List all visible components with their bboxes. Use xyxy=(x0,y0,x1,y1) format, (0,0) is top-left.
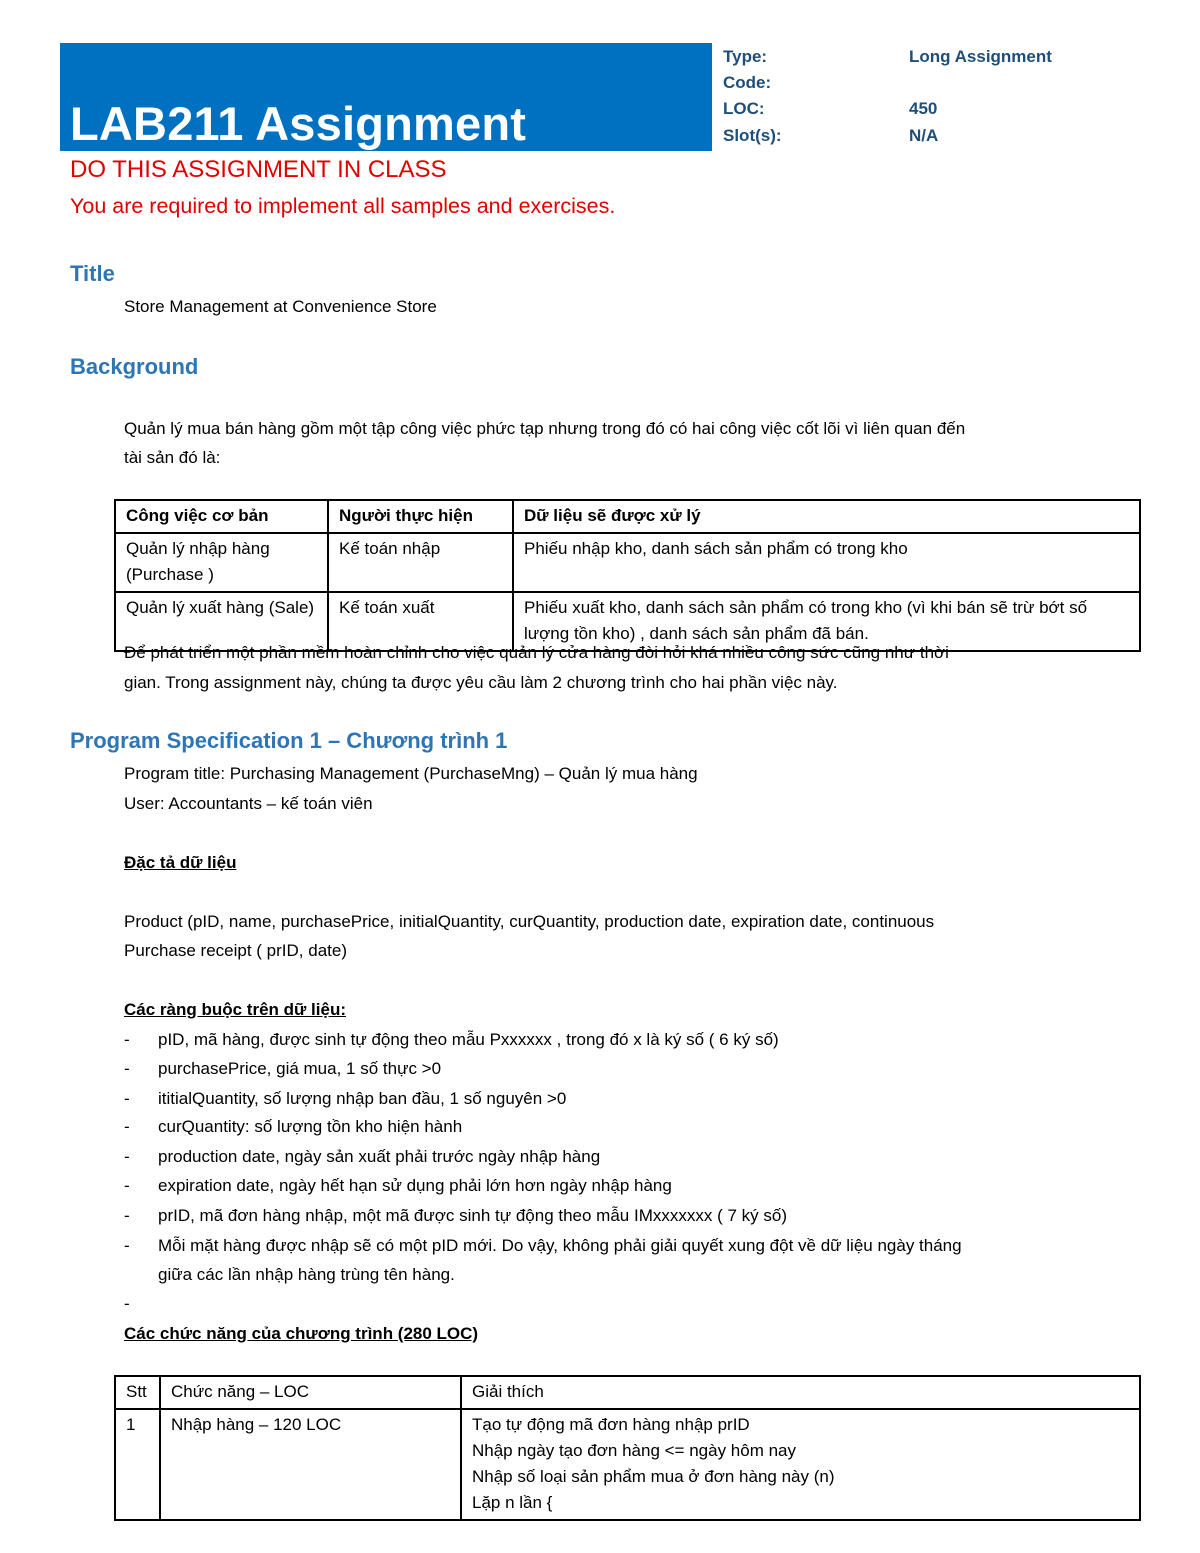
bullet-dash: - xyxy=(124,1206,130,1225)
table-header-cell: Công việc cơ bản xyxy=(115,500,328,533)
table-cell xyxy=(461,1409,1140,1520)
spec1-user: User: Accountants – kế toán viên xyxy=(124,794,373,813)
table-cell: Nhập hàng – 120 LOC xyxy=(160,1409,461,1520)
meta-code-label: Code: xyxy=(723,73,772,92)
bullet-dash: - xyxy=(124,1147,130,1166)
constraints-heading: Các ràng buộc trên dữ liệu: xyxy=(124,1000,347,1019)
background-paragraph2-line2: gian. Trong assignment này, chúng ta được yêu cầu làm 2 chương trình cho hai phần việc này. xyxy=(124,673,838,692)
constraint-item: ititialQuantity, số lượng nhập ban đầu, 1 số nguyên >0 xyxy=(158,1089,567,1108)
explain-line: Tạo tự động mã đơn hàng nhập prID xyxy=(472,1415,750,1434)
bullet-dash: - xyxy=(124,1117,130,1136)
table-cell: Quản lý xuất hàng (Sale) xyxy=(115,592,328,651)
table-header-cell: Dữ liệu sẽ được xử lý xyxy=(513,500,1140,533)
table-cell: Phiếu xuất kho, danh sách sản phẩm có trong kho (vì khi bán sẽ trừ bớt số lượng tồn kho) , danh sách sản phẩm đã bán. xyxy=(513,592,1140,651)
constraint-item: curQuantity: số lượng tồn kho hiện hành xyxy=(158,1117,463,1136)
table-cell: Quản lý nhập hàng (Purchase ) xyxy=(115,533,328,592)
background-paragraph-line1: Quản lý mua bán hàng gồm một tập công việc phức tạp nhưng trong đó có hai công việc cốt lõi vì liên quan đến xyxy=(124,419,966,438)
title-heading: Title xyxy=(70,261,115,286)
explain-line: Nhập ngày tạo đơn hàng <= ngày hôm nay xyxy=(472,1441,796,1460)
constraint-item: purchasePrice, giá mua, 1 số thực >0 xyxy=(158,1059,442,1078)
functions-heading: Các chức năng của chương trình (280 LOC) xyxy=(124,1324,479,1343)
constraint-item: prID, mã đơn hàng nhập, một mã được sinh tự động theo mẫu IMxxxxxxx ( 7 ký số) xyxy=(158,1206,787,1225)
table-header-cell: Stt xyxy=(115,1376,160,1409)
meta-type-label: Type: xyxy=(723,47,768,66)
table-header-row xyxy=(115,1376,1140,1409)
background-paragraph-line2: tài sản đó là: xyxy=(124,448,221,467)
constraint-item-continued: giữa các lần nhập hàng trùng tên hàng. xyxy=(158,1265,455,1284)
bullet-dash: - xyxy=(124,1059,130,1078)
spec1-program-title: Program title: Purchasing Management (PurchaseMng) – Quản lý mua hàng xyxy=(124,764,698,783)
table-cell: 1 xyxy=(115,1409,160,1520)
table-cell: Phiếu nhập kho, danh sách sản phẩm có trong kho xyxy=(513,533,1140,592)
background-paragraph2-line1: Để phát triển một phần mềm hoàn chỉnh cho việc quản lý cửa hàng đòi hỏi khá nhiều công sức cũng như thời xyxy=(124,643,949,662)
data-spec-heading: Đặc tả dữ liệu xyxy=(124,853,237,872)
background-heading: Background xyxy=(70,354,199,379)
table-header-cell: Người thực hiện xyxy=(328,500,513,533)
constraint-item: pID, mã hàng, được sinh tự động theo mẫu Pxxxxxx , trong đó x là ký số ( 6 ký số) xyxy=(158,1030,779,1049)
bullet-dash: - xyxy=(124,1176,130,1195)
tasks-table xyxy=(114,499,1141,652)
constraint-item: production date, ngày sản xuất phải trước ngày nhập hàng xyxy=(158,1147,601,1166)
product-definition: Product (pID, name, purchasePrice, initialQuantity, curQuantity, production date, expiration date, continuous xyxy=(124,912,935,931)
table-row xyxy=(115,533,1140,592)
spec1-heading: Program Specification 1 – Chương trình 1 xyxy=(70,728,508,753)
meta-slots-value: N/A xyxy=(909,126,939,145)
notice-heading: DO THIS ASSIGNMENT IN CLASS xyxy=(70,156,447,183)
table-header-cell: Chức năng – LOC xyxy=(160,1376,461,1409)
meta-type-value: Long Assignment xyxy=(909,47,1052,66)
table-header-cell: Giải thích xyxy=(461,1376,1140,1409)
page-title: LAB211 Assignment xyxy=(70,97,527,150)
bullet-dash: - xyxy=(124,1294,130,1313)
meta-loc-label: LOC: xyxy=(723,99,765,118)
explain-line: Lặp n lần { xyxy=(472,1493,553,1512)
meta-slots-label: Slot(s): xyxy=(723,126,782,145)
functions-table xyxy=(114,1375,1141,1521)
constraint-item: expiration date, ngày hết hạn sử dụng phải lớn hơn ngày nhập hàng xyxy=(158,1176,672,1195)
table-cell: Kế toán nhập xyxy=(328,533,513,592)
meta-loc-value: 450 xyxy=(909,99,938,118)
constraint-item: Mỗi mặt hàng được nhập sẽ có một pID mới. Do vậy, không phải giải quyết xung đột về dữ liệu ngày tháng xyxy=(158,1236,962,1255)
notice-subheading: You are required to implement all samples and exercises. xyxy=(70,194,616,218)
receipt-definition: Purchase receipt ( prID, date) xyxy=(124,941,347,960)
title-text: Store Management at Convenience Store xyxy=(124,297,437,316)
table-row xyxy=(115,1409,1140,1520)
bullet-dash: - xyxy=(124,1089,130,1108)
table-cell: Kế toán xuất xyxy=(328,592,513,651)
bullet-dash: - xyxy=(124,1030,130,1049)
explain-line: Nhập số loại sản phẩm mua ở đơn hàng này (n) xyxy=(472,1467,835,1486)
table-header-row xyxy=(115,500,1140,533)
bullet-dash: - xyxy=(124,1236,130,1255)
